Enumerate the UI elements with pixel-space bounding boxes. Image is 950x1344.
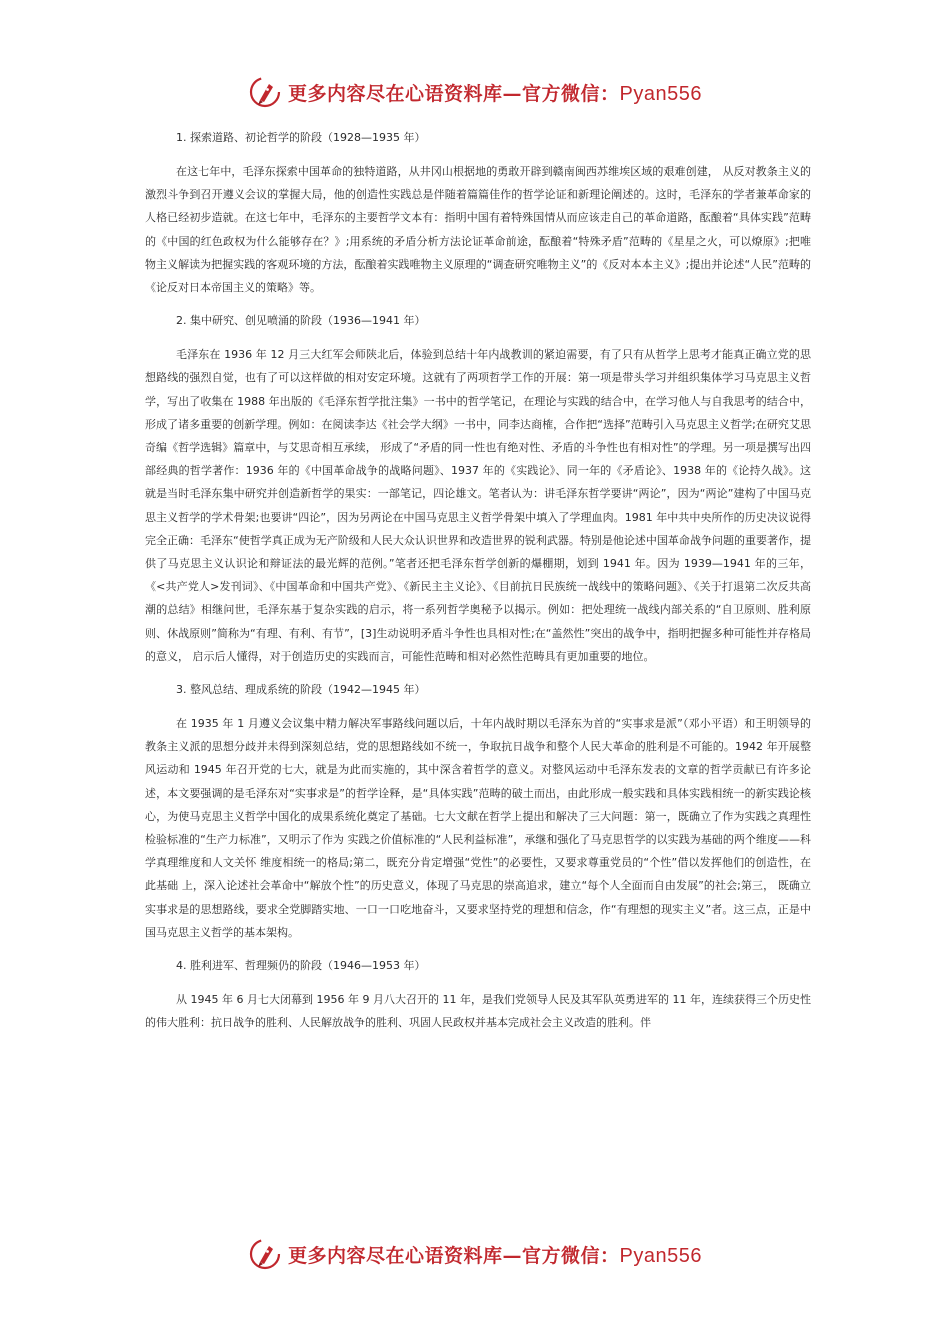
pen-nib-logo-icon [248,1237,282,1271]
watermark-banner-bottom [0,1232,950,1276]
wechat-id: Pyan556 [619,1244,702,1267]
section-paragraph-2: 毛泽东在 1936 年 12 月三大红军会师陕北后，体验到总结十年内战教训的紧迫需要，有了只有从哲学上思考才能真正确立党的思想路线的强烈自觉，也有了可以这样做的相对安定环境。这就有了两项哲学工作的开展：第一项是带头学习并组织集体学习马克思主义哲学，写出了收集在 1988 年出版的《毛泽东哲学批注集》一书中的哲学笔记，在理论与实践的结合中，在学习他人与自我思考的结合中，形成了诸多重要的创新学理。例如：在阅读李达《社会学大纲》一书中，同李达商榷，合作把“选择”范畴引入马克思主义哲学;在研究艾思奇编《哲学选辑》篇章中，与艾思奇相互承续， 形成了“矛盾的同一性也有绝对性、矛盾的斗争性也有相对性”的学理。另一项是撰写出四部经典的哲学著作：1936 年的《中国革命战争的战略问题》、1937 年的《实践论》、同一年的《矛盾论》、1938 年的《论持久战》。这就是当时毛泽东集中研究并创造新哲学的果实：一部笔记，四论雄文。笔者认为：讲毛泽东哲学要讲“两论”，因为“两论”建构了中国马克思主义哲学的学术骨架;也要讲“四论”，因为另两论在中国马克思主义哲学骨架中填入了学理血肉。1981 年中共中央所作的历史决议说得完全正确：毛泽东“使哲学真正成为无产阶级和人民大众认识世界和改造世界的锐利武器。特别是他论述中国革命战争问题的重要著作，提供了马克思主义认识论和辩证法的最光辉的范例。”笔者还把毛泽东哲学创新的爆棚期，划到 1941 年。因为 1939—1941 年的三年， 《<共产党人>发刊词》、《中国革命和中国共产党》、《新民主主义论》、《目前抗日民族统一战线中的策略问题》、《关于打退第二次反共高潮的总结》相继问世，毛泽东基于复杂实践的启示，将一系列哲学奥秘予以揭示。例如：把处理统一战线内部关系的“自卫原则、胜利原则、休战原则”简称为“有理、有利、有节”，[3]生动说明矛盾斗争性也具相对性;在“盖然性”突出的战争中，指明把握多种可能性并存格局的意义， 启示后人懂得，对于创造历史的实践而言，可能性范畴和相对必然性范畴具有更加重要的地位。 [145,348,811,663]
section-heading-1: 1. 探索道路、初论哲学的阶段（1928—1935 年） [176,131,426,144]
watermark-banner-top [0,70,950,114]
section-heading-4: 4. 胜利进军、哲理频仍的阶段（1946—1953 年） [176,959,426,973]
section-heading-3: 3. 整风总结、理成系统的阶段（1942—1945 年） [176,683,426,697]
section-paragraph-3: 在 1935 年 1 月遵义会议集中精力解决军事路线问题以后，十年内战时期以毛泽东为首的“实事求是派”（邓小平语）和王明领导的教条主义派的思想分歧并未得到深刻总结，党的思想路线如不统一，争取抗日战争和整个人民大革命的胜利是不可能的。1942 年开展整风运动和 1945 年召开党的七大，就是为此而实施的，其中深含着哲学的意义。对整风运动中毛泽东发表的文章的哲学贡献已有许多论述，本文要强调的是毛泽东对“实事求是”的哲学诠释，是“具体实践”范畴的破土而出，由此形成一般实践和具体实践相统一的新实践论核心，为使马克思主义哲学中国化的成果系统化奠定了基础。七大文献在哲学上提出和解决了三大问题：第一，既确立了作为实践之真理性检验标准的“生产力标准”，又明示了作为 实践之价值标准的“人民利益标准”，承继和强化了马克思哲学的以实践为基础的两个维度——科学真理维度和人文关怀 维度相统一的格局;第二，既充分肯定增强“党性”的必要性，又要求尊重党员的“个性”借以发挥他们的创造性，在此基础 上，深入论述社会革命中“解放个性”的历史意义，体现了马克思的崇高追求，建立“每个人全面而自由发展”的社会;第三， 既确立实事求是的思想路线，要求全党脚踏实地、一口一口吃地奋斗，又要求坚持党的理想和信念，作“有理想的现实主义”者。这三点，正是中国马克思主义哲学的基本架构。 [145,717,811,939]
watermark-banner-text: 更多内容尽在心语资料库—官方微信：Pyan556 [288,1244,702,1267]
section-paragraph-4: 从 1945 年 6 月七大闭幕到 1956 年 9 月八大召开的 11 年，是我们党领导人民及其军队英勇进军的 11 年，连续获得三个历史性的伟大胜利：抗日战争的胜利、人民解放战争的胜利、巩固人民政权并基本完成社会主义改造的胜利。伴 [145,993,811,1030]
pen-nib-logo-icon [248,75,282,109]
document-body [145,127,811,1046]
section-paragraph-1: 在这七年中，毛泽东探索中国革命的独特道路，从井冈山根据地的勇敢开辟到赣南闽西苏维埃区域的艰难创建， 从反对教条主义的激烈斗争到召开遵义会议的掌握大局，他的创造性实践总是伴随着篇篇佳作的哲学论证和新理论阐述的。这时，毛泽东的学者兼革命家的人格已经初步造就。在这七年中，毛泽东的主要哲学文本有：指明中国有着特殊国情从而应该走自己的革命道路，酝酿着“具体实践”范畴的《中国的红色政权为什么能够存在？》;用系统的矛盾分析方法论证革命前途，酝酿着“特殊矛盾”范畴的《星星之火，可以燎原》;把唯物主义解读为把握实践的客观环境的方法，酝酿着实践唯物主义原理的“调查研究唯物主义”的《反对本本主义》;提出并论述“人民”范畴的《论反对日本帝国主义的策略》等。 [145,165,811,295]
section-heading-2: 2. 集中研究、创见喷涌的阶段（1936—1941 年） [176,314,426,328]
watermark-banner-text: 更多内容尽在心语资料库—官方微信：Pyan556 [288,82,702,105]
wechat-id: Pyan556 [619,82,702,105]
